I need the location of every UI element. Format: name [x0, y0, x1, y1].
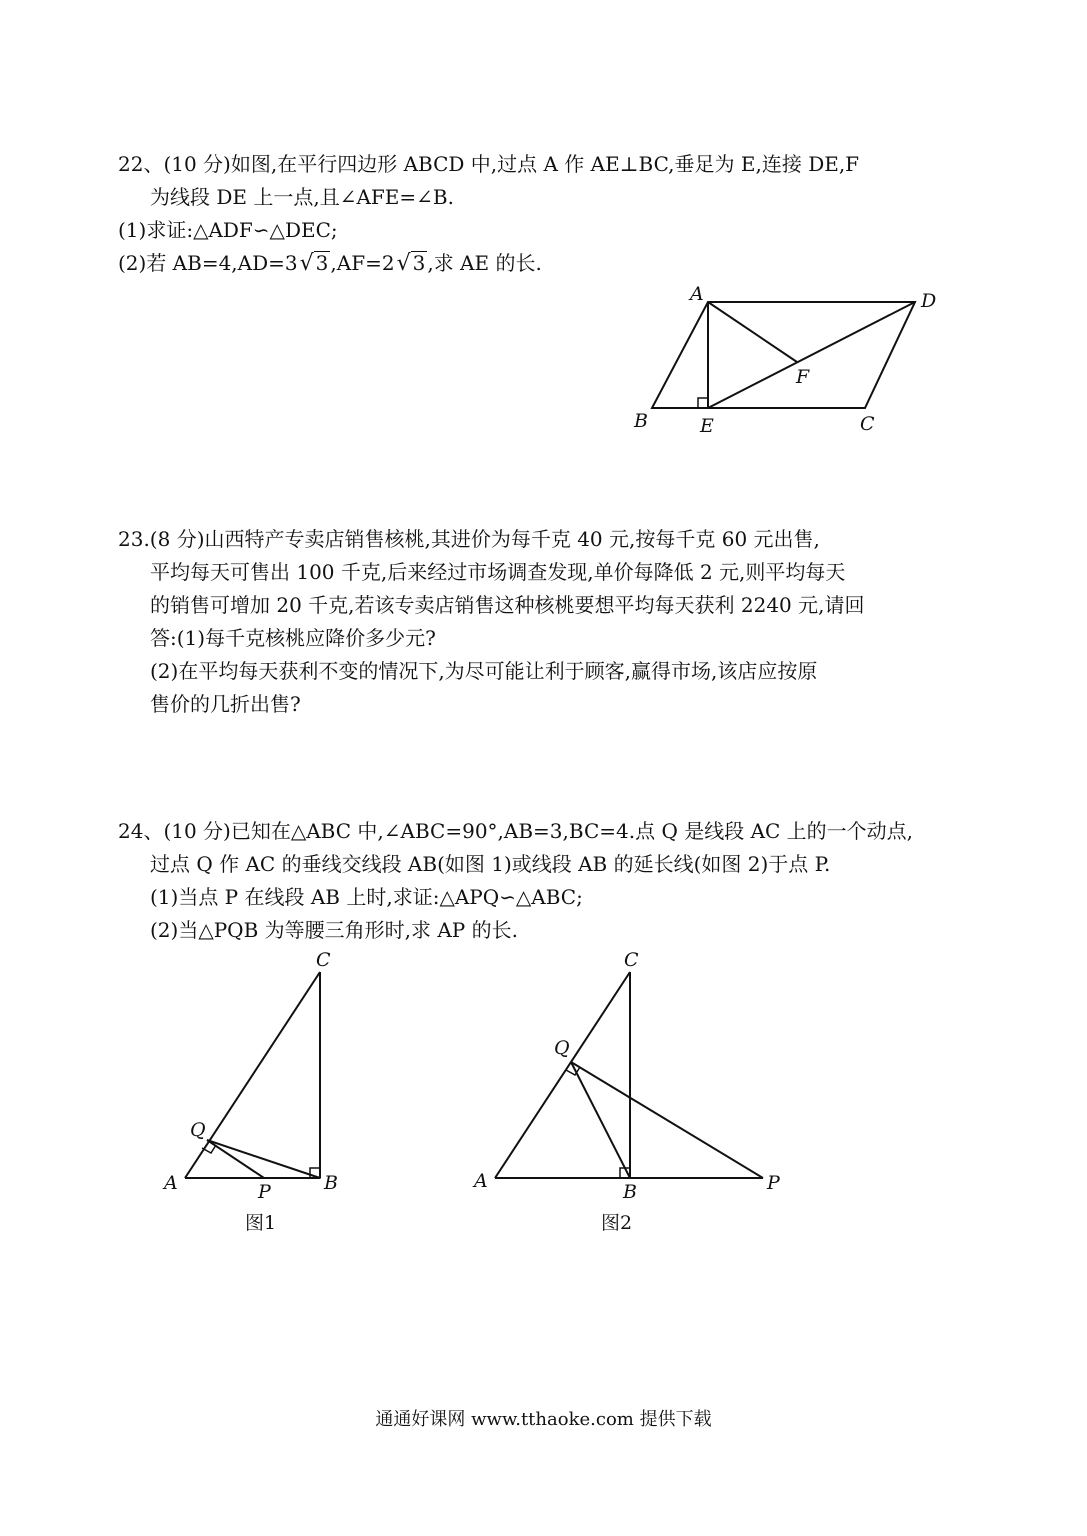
figure-1-caption: 图1	[245, 1212, 277, 1234]
q22-line3: (1)求证:△ADF∽△DEC;	[118, 218, 338, 242]
label-E: E	[700, 415, 714, 437]
q23-line1: 23.(8 分)山西特产专卖店销售核桃,其进价为每千克 40 元,按每千克 60 元出售,	[118, 527, 820, 551]
label-A: A	[690, 283, 704, 305]
radical-sign: √	[299, 251, 314, 276]
q23-line5: (2)在平均每天获利不变的情况下,为尽可能让利于顾客,赢得市场,该店应按原	[150, 659, 818, 683]
label-B: B	[634, 410, 648, 432]
figure-2-caption: 图2	[601, 1212, 633, 1234]
label-Q: Q	[554, 1037, 570, 1059]
q24-line3: (1)当点 P 在线段 AB 上时,求证:△APQ∽△ABC;	[150, 885, 583, 909]
page-footer: 通通好课网 www.tthaoke.com 提供下载	[375, 1409, 712, 1430]
label-B: B	[324, 1172, 338, 1194]
q24-line4: (2)当△PQB 为等腰三角形时,求 AP 的长.	[150, 918, 518, 942]
q23-line6: 售价的几折出售?	[150, 692, 301, 716]
label-A: A	[164, 1172, 178, 1194]
q22-line4-e: ,求 AE 的长.	[427, 251, 542, 275]
label-B: B	[623, 1181, 637, 1203]
label-P: P	[767, 1172, 780, 1194]
label-F: F	[796, 366, 810, 388]
radical-sign: √	[396, 251, 411, 276]
q22-line4-a: (2)若 AB=4,AD=3	[118, 251, 298, 275]
label-P: P	[258, 1181, 271, 1203]
q23-line3: 的销售可增加 20 千克,若该专卖店销售这种核桃要想平均每天获利 2240 元,请回	[150, 593, 865, 617]
q22-line4-c: ,AF=2	[330, 251, 395, 275]
q24-line2: 过点 Q 作 AC 的垂线交线段 AB(如图 1)或线段 AB 的延长线(如图 2)于点 P.	[150, 852, 831, 876]
label-C: C	[624, 949, 639, 971]
label-C: C	[860, 413, 875, 435]
radicand: 3	[412, 251, 426, 275]
label-D: D	[921, 290, 937, 312]
radicand: 3	[315, 251, 329, 275]
q23-line4: 答:(1)每千克核桃应降价多少元?	[150, 626, 436, 650]
q23-line2: 平均每天可售出 100 千克,后来经过市场调查发现,单价每降低 2 元,则平均每天	[150, 560, 846, 584]
label-Q: Q	[190, 1119, 206, 1141]
segment-ac	[495, 972, 630, 1178]
label-C: C	[316, 949, 331, 971]
q24-line1: 24、(10 分)已知在△ABC 中,∠ABC=90°,AB=3,BC=4.点 Q 是线段 AC 上的一个动点,	[118, 819, 914, 843]
q22-line2: 为线段 DE 上一点,且∠AFE=∠B.	[150, 185, 454, 209]
label-A: A	[474, 1170, 488, 1192]
q22-line1: 22、(10 分)如图,在平行四边形 ABCD 中,过点 A 作 AE⊥BC,垂足为 E,连接 DE,F	[118, 152, 860, 176]
